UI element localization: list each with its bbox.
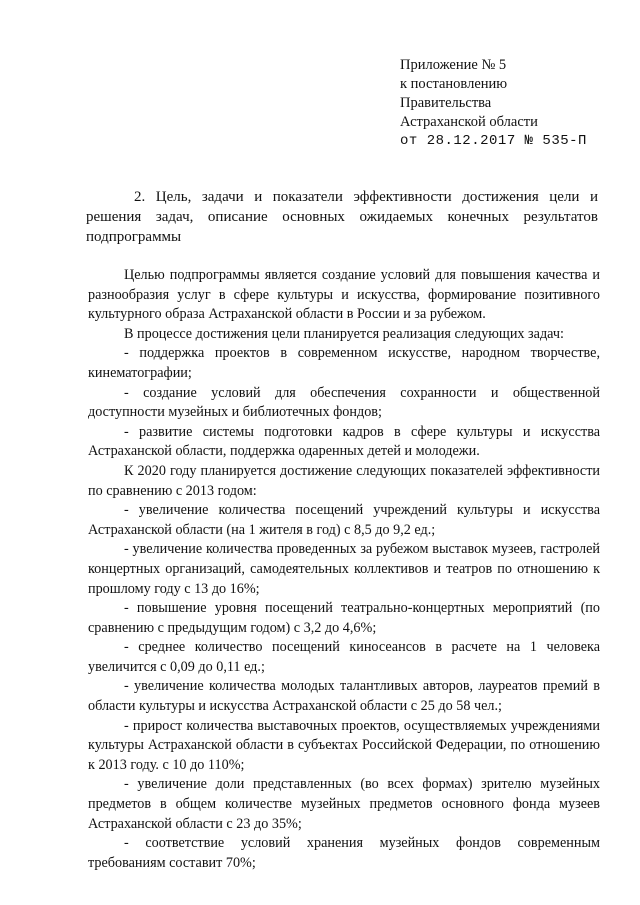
- indicators-intro: К 2020 году планируется достижение следующих показателей эффективности по сравнению с 2013 годом:: [88, 462, 600, 499]
- section-heading: 2. Цель, задачи и показатели эффективности достижения цели и решения задач, описание основных ожидаемых конечных результатов подпрограммы: [86, 189, 598, 245]
- appendix-stamp: [400, 56, 587, 151]
- appendix-date-number: от 28.12.2017 № 535-П: [400, 133, 587, 149]
- appendix-region: Астраханской области: [400, 114, 538, 130]
- appendix-authority: Правительства: [400, 95, 492, 111]
- goal-paragraph: Целью подпрограммы является создание условий для повышения качества и разнообразия услуг в сфере культуры и искусства, формирование позитивного культурного образа Астраханской области в России и за рубежом.: [88, 267, 600, 323]
- task-item: - создание условий для обеспечения сохранности и общественной доступности музейных и библиотечных фондов;: [88, 384, 600, 421]
- task-item: - развитие системы подготовки кадров в сфере культуры и искусства Астраханской области, поддержка одаренных детей и молодежи.: [88, 423, 600, 460]
- indicator-item: - прирост количества выставочных проектов, осуществляемых учреждениями культуры Астраханской области в субъектах Российской Федерации, по отношению к 2013 году. с 10 до 110%;: [88, 717, 600, 773]
- task-item: - поддержка проектов в современном искусстве, народном творчестве, кинематографии;: [88, 345, 600, 381]
- appendix-reference: к постановлению: [400, 76, 508, 92]
- indicator-item: - увеличение доли представленных (во всех формах) зрителю музейных предметов в общем количестве музейных предметов основного фонда музеев Астраханской области с 23 до 35%;: [88, 776, 600, 832]
- tasks-intro: В процессе достижения цели планируется реализация следующих задач:: [124, 325, 564, 342]
- indicator-item: - повышение уровня посещений театрально-концертных мероприятий (по сравнению с предыдущим годом) с 3,2 до 4,6%;: [88, 600, 600, 636]
- indicator-item: - увеличение количества молодых талантливых авторов, лауреатов премий в области культуры и искусства Астраханской области с 25 до 58 чел.;: [88, 678, 600, 715]
- document-body: [88, 266, 600, 873]
- indicator-item: - увеличение количества посещений учреждений культуры и искусства Астраханской области (на 1 жителя в год) с 8,5 до 9,2 ед.;: [88, 502, 600, 538]
- appendix-number: Приложение № 5: [400, 57, 507, 73]
- indicator-item: - увеличение количества проведенных за рубежом выставок музеев, гастролей концертных организаций, самодеятельных коллективов и театров по отношению к прошлому году с 13 до 16%;: [88, 541, 600, 597]
- indicator-item: - соответствие условий хранения музейных фондов современным требованиям составит 70%;: [88, 835, 600, 871]
- indicator-item: - среднее количество посещений киносеансов в расчете на 1 человека увеличится с 0,09 до 0,11 ед.;: [88, 639, 600, 675]
